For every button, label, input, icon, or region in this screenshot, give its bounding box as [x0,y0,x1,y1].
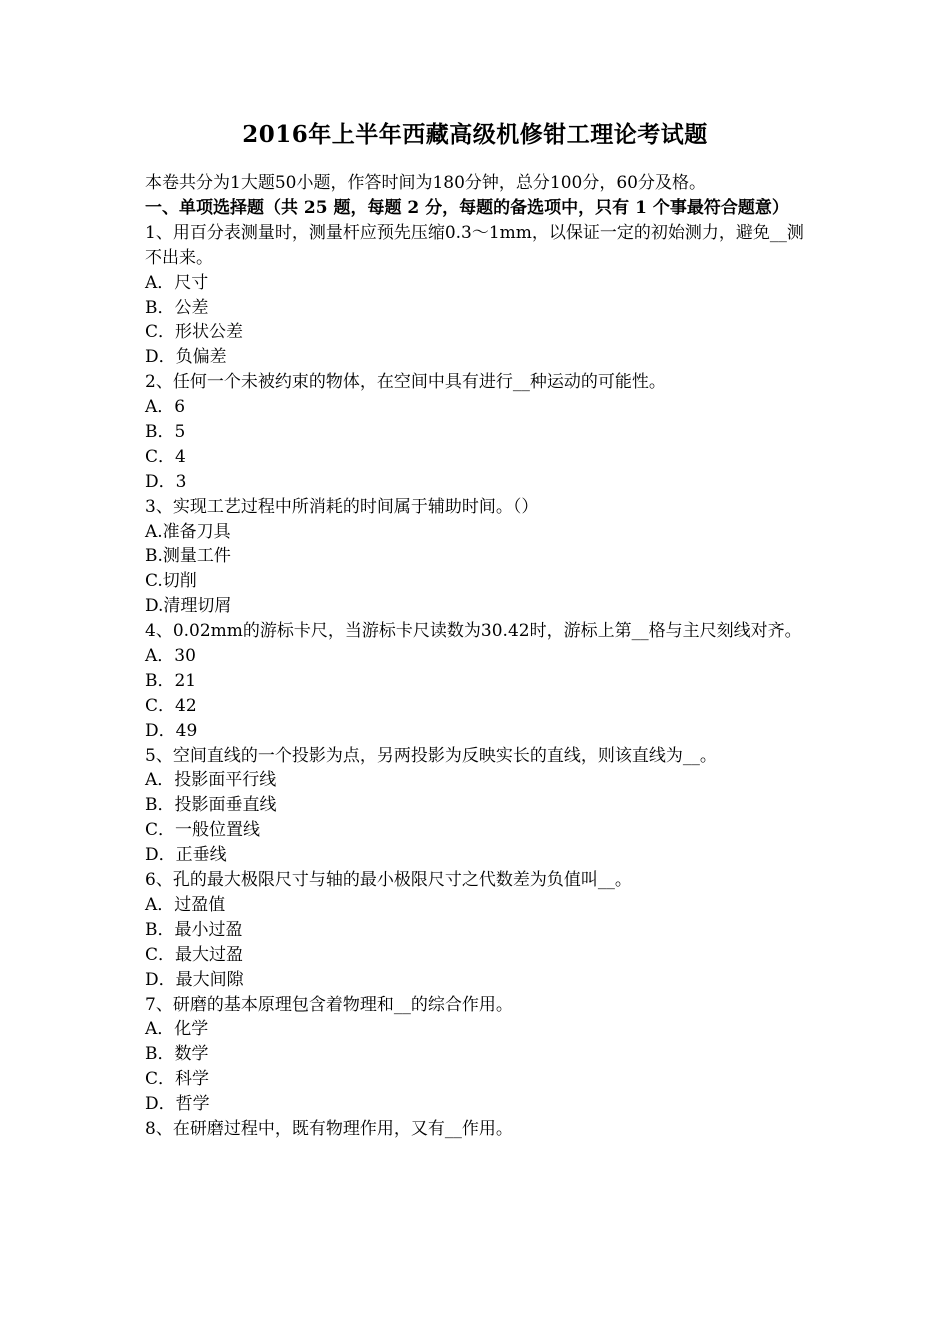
option: A．过盈值 [145,894,226,915]
question-text: 3、实现工艺过程中所消耗的时间属于辅助时间。（） [145,496,539,517]
question-item [145,221,820,370]
question-text: 2、任何一个未被约束的物体，在空间中具有进行__种运动的可能性。 [145,372,666,393]
option: B.测量工件 [145,546,231,567]
question-text: 5、空间直线的一个投影为点，另两投影为反映实长的直线，则该直线为__。 [145,745,717,766]
option: D．3 [145,471,187,492]
question-text: 6、孔的最大极限尺寸与轴的最小极限尺寸之代数差为负值叫__。 [145,870,632,891]
option: D．正垂线 [145,845,227,866]
option: A．投影面平行线 [145,770,277,791]
option: B．最小过盈 [145,919,243,940]
option: A.准备刀具 [145,521,231,542]
section-heading: 一、单项选择题（共 25 题，每题 2 分，每题的备选项中，只有 1 个事最符合题意） [145,197,789,218]
option: A．30 [145,646,196,667]
question-list [145,221,820,1142]
option: A．化学 [145,1019,209,1040]
option: C．科学 [145,1069,210,1090]
question-item [145,495,820,619]
option: C．最大过盈 [145,944,244,965]
exam-intro: 本卷共分为1大题50小题，作答时间为180分钟，总分100分，60分及格。 [145,173,706,193]
option: D．49 [145,720,198,741]
option: B．公差 [145,297,209,318]
option: B．5 [145,421,186,442]
option: B．数学 [145,1044,209,1065]
page-title: 2016年上半年西藏高级机修钳工理论考试题 [242,121,708,148]
option: D．负偏差 [145,347,227,368]
option: C．形状公差 [145,322,244,343]
option: C．4 [145,446,186,467]
option: D．哲学 [145,1094,210,1115]
question-text: 8、在研磨过程中，既有物理作用，又有__作用。 [145,1118,513,1139]
question-text: 4、0.02mm的游标卡尺，当游标卡尺读数为30.42时，游标上第__格与主尺刻线对齐。 [145,621,802,642]
option: C.切削 [145,571,197,592]
option: D．最大间隙 [145,969,244,990]
question-text: 1、用百分表测量时，测量杆应预先压缩0.3～1mm，以保证一定的初始测力，避免__测不出来。 [145,222,804,268]
option: C．一般位置线 [145,820,261,841]
option: A．6 [145,397,186,418]
question-item [145,619,820,743]
document-body [145,171,820,1142]
option: D.清理切屑 [145,596,232,617]
question-item [145,993,820,1117]
question-item [145,868,820,992]
question-text: 7、研磨的基本原理包含着物理和__的综合作用。 [145,994,513,1015]
question-item [145,370,820,494]
option: B．21 [145,670,197,691]
option: B．投影面垂直线 [145,795,277,816]
option: A．尺寸 [145,272,209,293]
question-item [145,1117,820,1142]
option: C．42 [145,695,197,716]
question-item [145,744,820,868]
